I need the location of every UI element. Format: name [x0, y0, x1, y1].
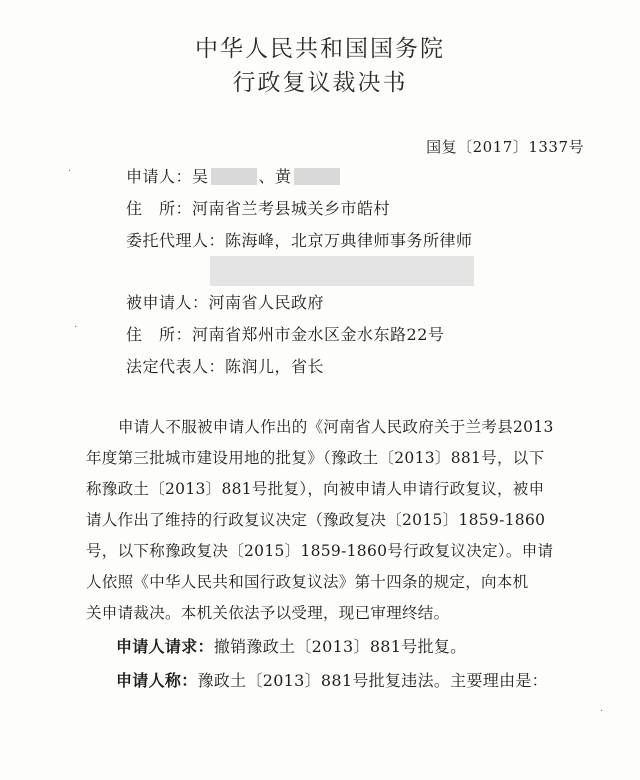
agent-value: 陈海峰，北京万典律师事务所律师	[225, 231, 473, 250]
margin-mark: ·	[68, 166, 72, 177]
claim-label: 申请人称：	[116, 671, 198, 690]
margin-mark: ·	[600, 706, 604, 717]
legal-rep-line	[126, 354, 324, 377]
legal-rep-label: 法定代表人：	[126, 357, 226, 376]
respondent-line	[126, 290, 324, 313]
respondent-label: 被申请人：	[126, 293, 209, 312]
document-title: 行政复议裁决书	[232, 70, 408, 96]
applicant-address-value: 河南省兰考县城关乡市皓村	[192, 199, 391, 218]
agent-line	[126, 228, 473, 251]
paragraph-line: 称豫政土〔2013〕881号批复），向被申请人申请行政复议，被申	[86, 480, 545, 498]
applicant-label: 申请人：	[126, 167, 193, 186]
redaction-block	[294, 168, 340, 185]
margin-mark: ·	[74, 322, 78, 333]
agent-label: 委托代理人：	[126, 231, 226, 250]
redaction-block	[211, 168, 257, 185]
paragraph-line: 年度第三批城市建设用地的批复》（豫政土〔2013〕881号，以下	[86, 449, 545, 467]
applicant-line	[126, 164, 340, 187]
claim-value: 豫政土〔2013〕881号批复违法。主要理由是：	[197, 671, 548, 690]
applicant-address-line	[126, 196, 390, 219]
paragraph-line: 号，以下称豫政复决〔2015〕1859-1860号行政复议决定）。申请	[86, 542, 554, 560]
applicant-name-1: 吴	[192, 167, 209, 186]
legal-rep-value: 陈润儿，省长	[225, 357, 325, 376]
respondent-address-value: 河南省郑州市金水区金水东路22号	[192, 325, 445, 344]
redacted-line	[210, 256, 474, 286]
paragraph-line: 关申请裁决。本机关依法予以受理，现已审理终结。	[86, 604, 450, 622]
applicant-address-label: 住 所：	[126, 199, 193, 218]
applicant-separator: 、	[258, 167, 276, 186]
applicant-name-2: 黄	[275, 167, 292, 186]
respondent-address-label: 住 所：	[126, 325, 193, 344]
paragraph-line: 申请人不服被申请人作出的《河南省人民政府关于兰考县2013	[118, 418, 554, 436]
paragraph-line: 人依照《中华人民共和国行政复议法》第十四条的规定，向本机	[86, 573, 529, 591]
document-number: 国复〔2017〕1337号	[426, 138, 584, 156]
body-paragraph	[86, 412, 586, 629]
paragraph-line: 请人作出了维持的行政复议决定（豫政复决〔2015〕1859-1860	[86, 511, 546, 529]
issuer-title: 中华人民共和国国务院	[195, 36, 445, 62]
respondent-address-line	[126, 322, 444, 345]
claim-line	[116, 668, 548, 691]
request-label: 申请人请求：	[116, 637, 214, 656]
respondent-value: 河南省人民政府	[208, 293, 325, 312]
request-value: 撤销豫政土〔2013〕881号批复。	[213, 637, 467, 656]
request-line	[116, 634, 466, 657]
